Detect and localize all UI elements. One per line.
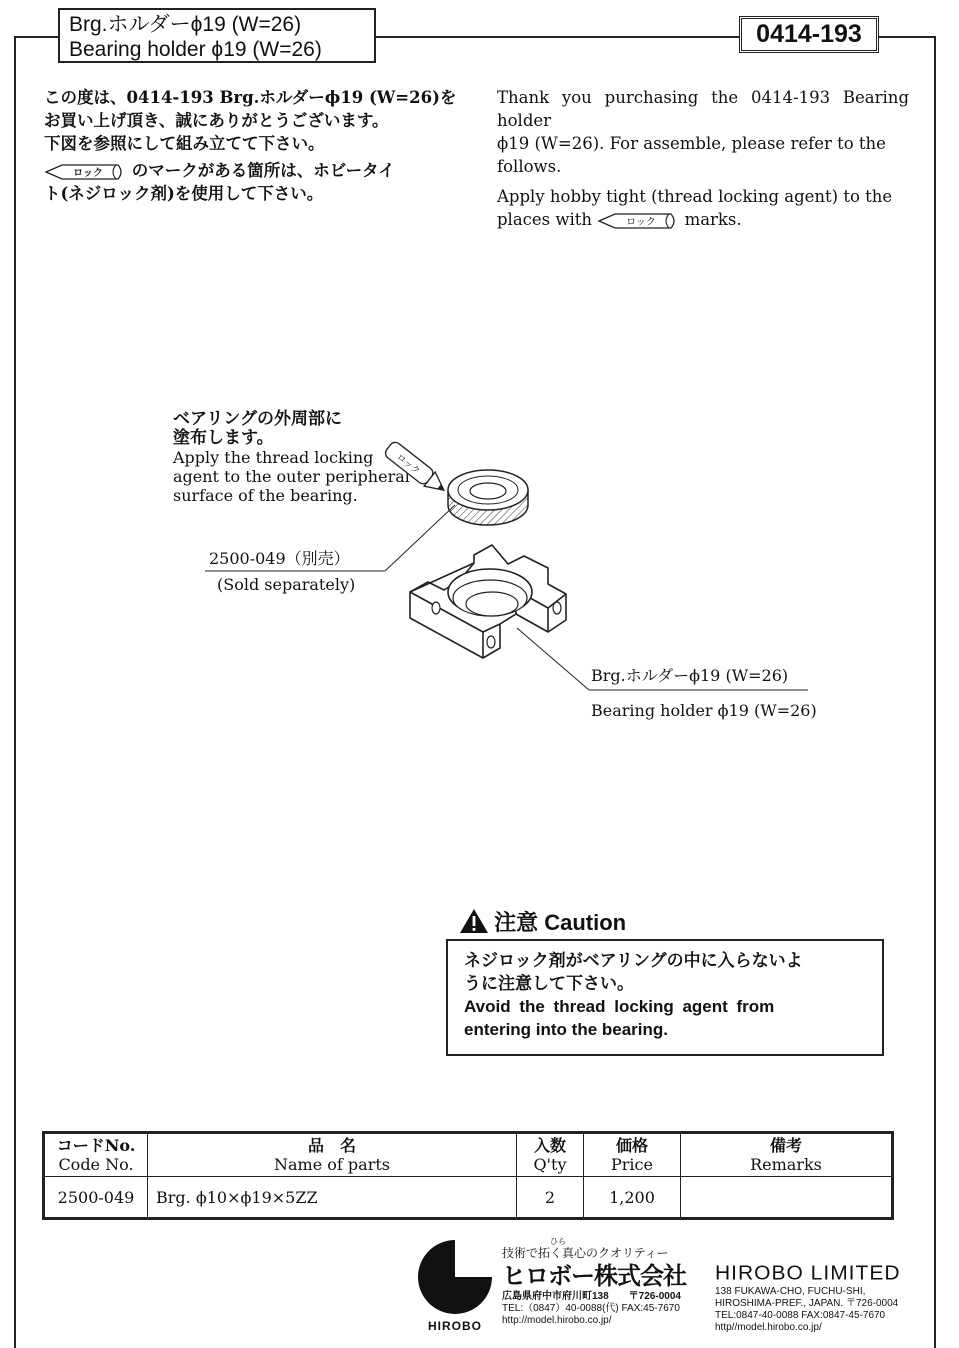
leader-line bbox=[517, 628, 589, 690]
bearing-sold-label: (Sold separately) bbox=[217, 575, 356, 594]
company-en: HIROBO LIMITED bbox=[715, 1262, 901, 1285]
bearing-drawing bbox=[448, 470, 528, 525]
slogan: 技術で拓く真心のクオリティー bbox=[502, 1246, 669, 1260]
intro-en-line1: Thank you purchasing the 0414-193 Bearing holder bbox=[497, 88, 909, 130]
cell-remarks bbox=[681, 1177, 893, 1219]
svg-text:ロック: ロック bbox=[73, 167, 103, 179]
cell-name: Brg. ϕ10×ϕ19×5ZZ bbox=[148, 1177, 517, 1219]
caution-en-line2: entering into the bearing. bbox=[464, 1020, 669, 1039]
cell-code: 2500-049 bbox=[44, 1177, 148, 1219]
intro-en-lock-line1: Apply hobby tight (thread locking agent) to the bbox=[497, 187, 893, 206]
note-en-line1: Apply the thread locking bbox=[173, 448, 374, 467]
caution-box bbox=[446, 939, 884, 1056]
bearing-code-label: 2500-049（別売） bbox=[209, 549, 350, 568]
company-en-block bbox=[715, 1262, 925, 1334]
intro-jp-line2: お買い上げ頂き、誠にありがとうございます。 bbox=[44, 111, 389, 130]
intro-jp-line1: この度は、0414-193 Brg.ホルダーϕ19 (W=26)を bbox=[44, 88, 457, 107]
url-jp: http://model.hirobo.co.jp/ bbox=[502, 1315, 612, 1326]
holder-en-label: Bearing holder ϕ19 (W=26) bbox=[591, 701, 817, 720]
logo-text: HIROBO bbox=[428, 1319, 482, 1333]
hirobo-logo-icon bbox=[416, 1238, 494, 1318]
intro-en-line3: follows. bbox=[497, 157, 562, 176]
header-price: 価格 Price bbox=[584, 1133, 681, 1177]
intro-jp-lock-line1: のマークがある箇所は、ホビータイ bbox=[131, 161, 395, 180]
note-jp-line1: ベアリングの外周部に bbox=[173, 409, 342, 429]
product-code: 0414-193 bbox=[739, 16, 879, 53]
caution-heading bbox=[459, 906, 626, 937]
svg-text:ロック: ロック bbox=[626, 216, 657, 228]
header-name: 品 名 Name of parts bbox=[148, 1133, 517, 1177]
header-qty: 入数 Q'ty bbox=[517, 1133, 584, 1177]
warning-icon bbox=[459, 907, 489, 935]
caution-title: 注意 Caution bbox=[494, 910, 627, 935]
address-jp: 広島県府中市府川町138 〒726-0004 bbox=[502, 1291, 681, 1302]
address-en1: 138 FUKAWA-CHO, FUCHU-SHI, bbox=[715, 1286, 866, 1297]
intro-en-lock-pre: places with bbox=[497, 210, 593, 229]
parts-table bbox=[42, 1131, 894, 1220]
title-en: Bearing holder ϕ19 (W=26) bbox=[69, 38, 322, 61]
lock-pen-icon bbox=[383, 440, 449, 497]
intro-jp-line3: 下図を参照にして組み立てて下さい。 bbox=[44, 134, 325, 153]
note-en-line3: surface of the bearing. bbox=[173, 486, 358, 505]
intro-en-line2: ϕ19 (W=26). For assemble, please refer to the bbox=[497, 134, 886, 153]
company-jp-block bbox=[502, 1238, 707, 1327]
svg-text:ロック: ロック bbox=[394, 452, 422, 477]
caution-jp-line1: ネジロック剤がベアリングの中に入らないよ bbox=[464, 951, 803, 970]
intro-en-lock-post: marks. bbox=[684, 210, 742, 229]
leader-line bbox=[385, 505, 455, 571]
company-jp: ヒロボー株式会社 bbox=[502, 1262, 686, 1290]
table-header-row bbox=[44, 1133, 893, 1177]
address-en2: HIROSHIMA-PREF., JAPAN. 〒726-0004 bbox=[715, 1298, 899, 1309]
cell-qty: 2 bbox=[517, 1177, 584, 1219]
note-en-line2: agent to the outer peripheral bbox=[173, 467, 410, 486]
table-row bbox=[44, 1177, 893, 1219]
url-en: http//model.hirobo.co.jp/ bbox=[715, 1322, 822, 1333]
intro-jp-lock-line2: ト(ネジロック剤)を使用して下さい。 bbox=[44, 184, 324, 203]
caution-jp-line2: うに注意して下さい。 bbox=[464, 974, 634, 993]
hirobo-logo bbox=[416, 1238, 494, 1334]
title-jp: Brg.ホルダーϕ19 (W=26) bbox=[69, 13, 302, 36]
header-code: コードNo. Code No. bbox=[44, 1133, 148, 1177]
tel-en: TEL:0847-40-0088 FAX:0847-45-7670 bbox=[715, 1310, 886, 1321]
bearing-holder-drawing bbox=[410, 545, 566, 658]
note-jp-line2: 塗布します。 bbox=[173, 428, 274, 448]
header-remarks: 備考 Remarks bbox=[681, 1133, 893, 1177]
caution-en-line1: Avoid the thread locking agent from bbox=[464, 997, 775, 1016]
cell-price: 1,200 bbox=[584, 1177, 681, 1219]
furigana: ひら bbox=[550, 1237, 566, 1246]
holder-jp-label: Brg.ホルダーϕ19 (W=26) bbox=[591, 666, 789, 685]
tel-jp: TEL:（0847）40-0088(代) FAX:45-7670 bbox=[502, 1303, 680, 1314]
